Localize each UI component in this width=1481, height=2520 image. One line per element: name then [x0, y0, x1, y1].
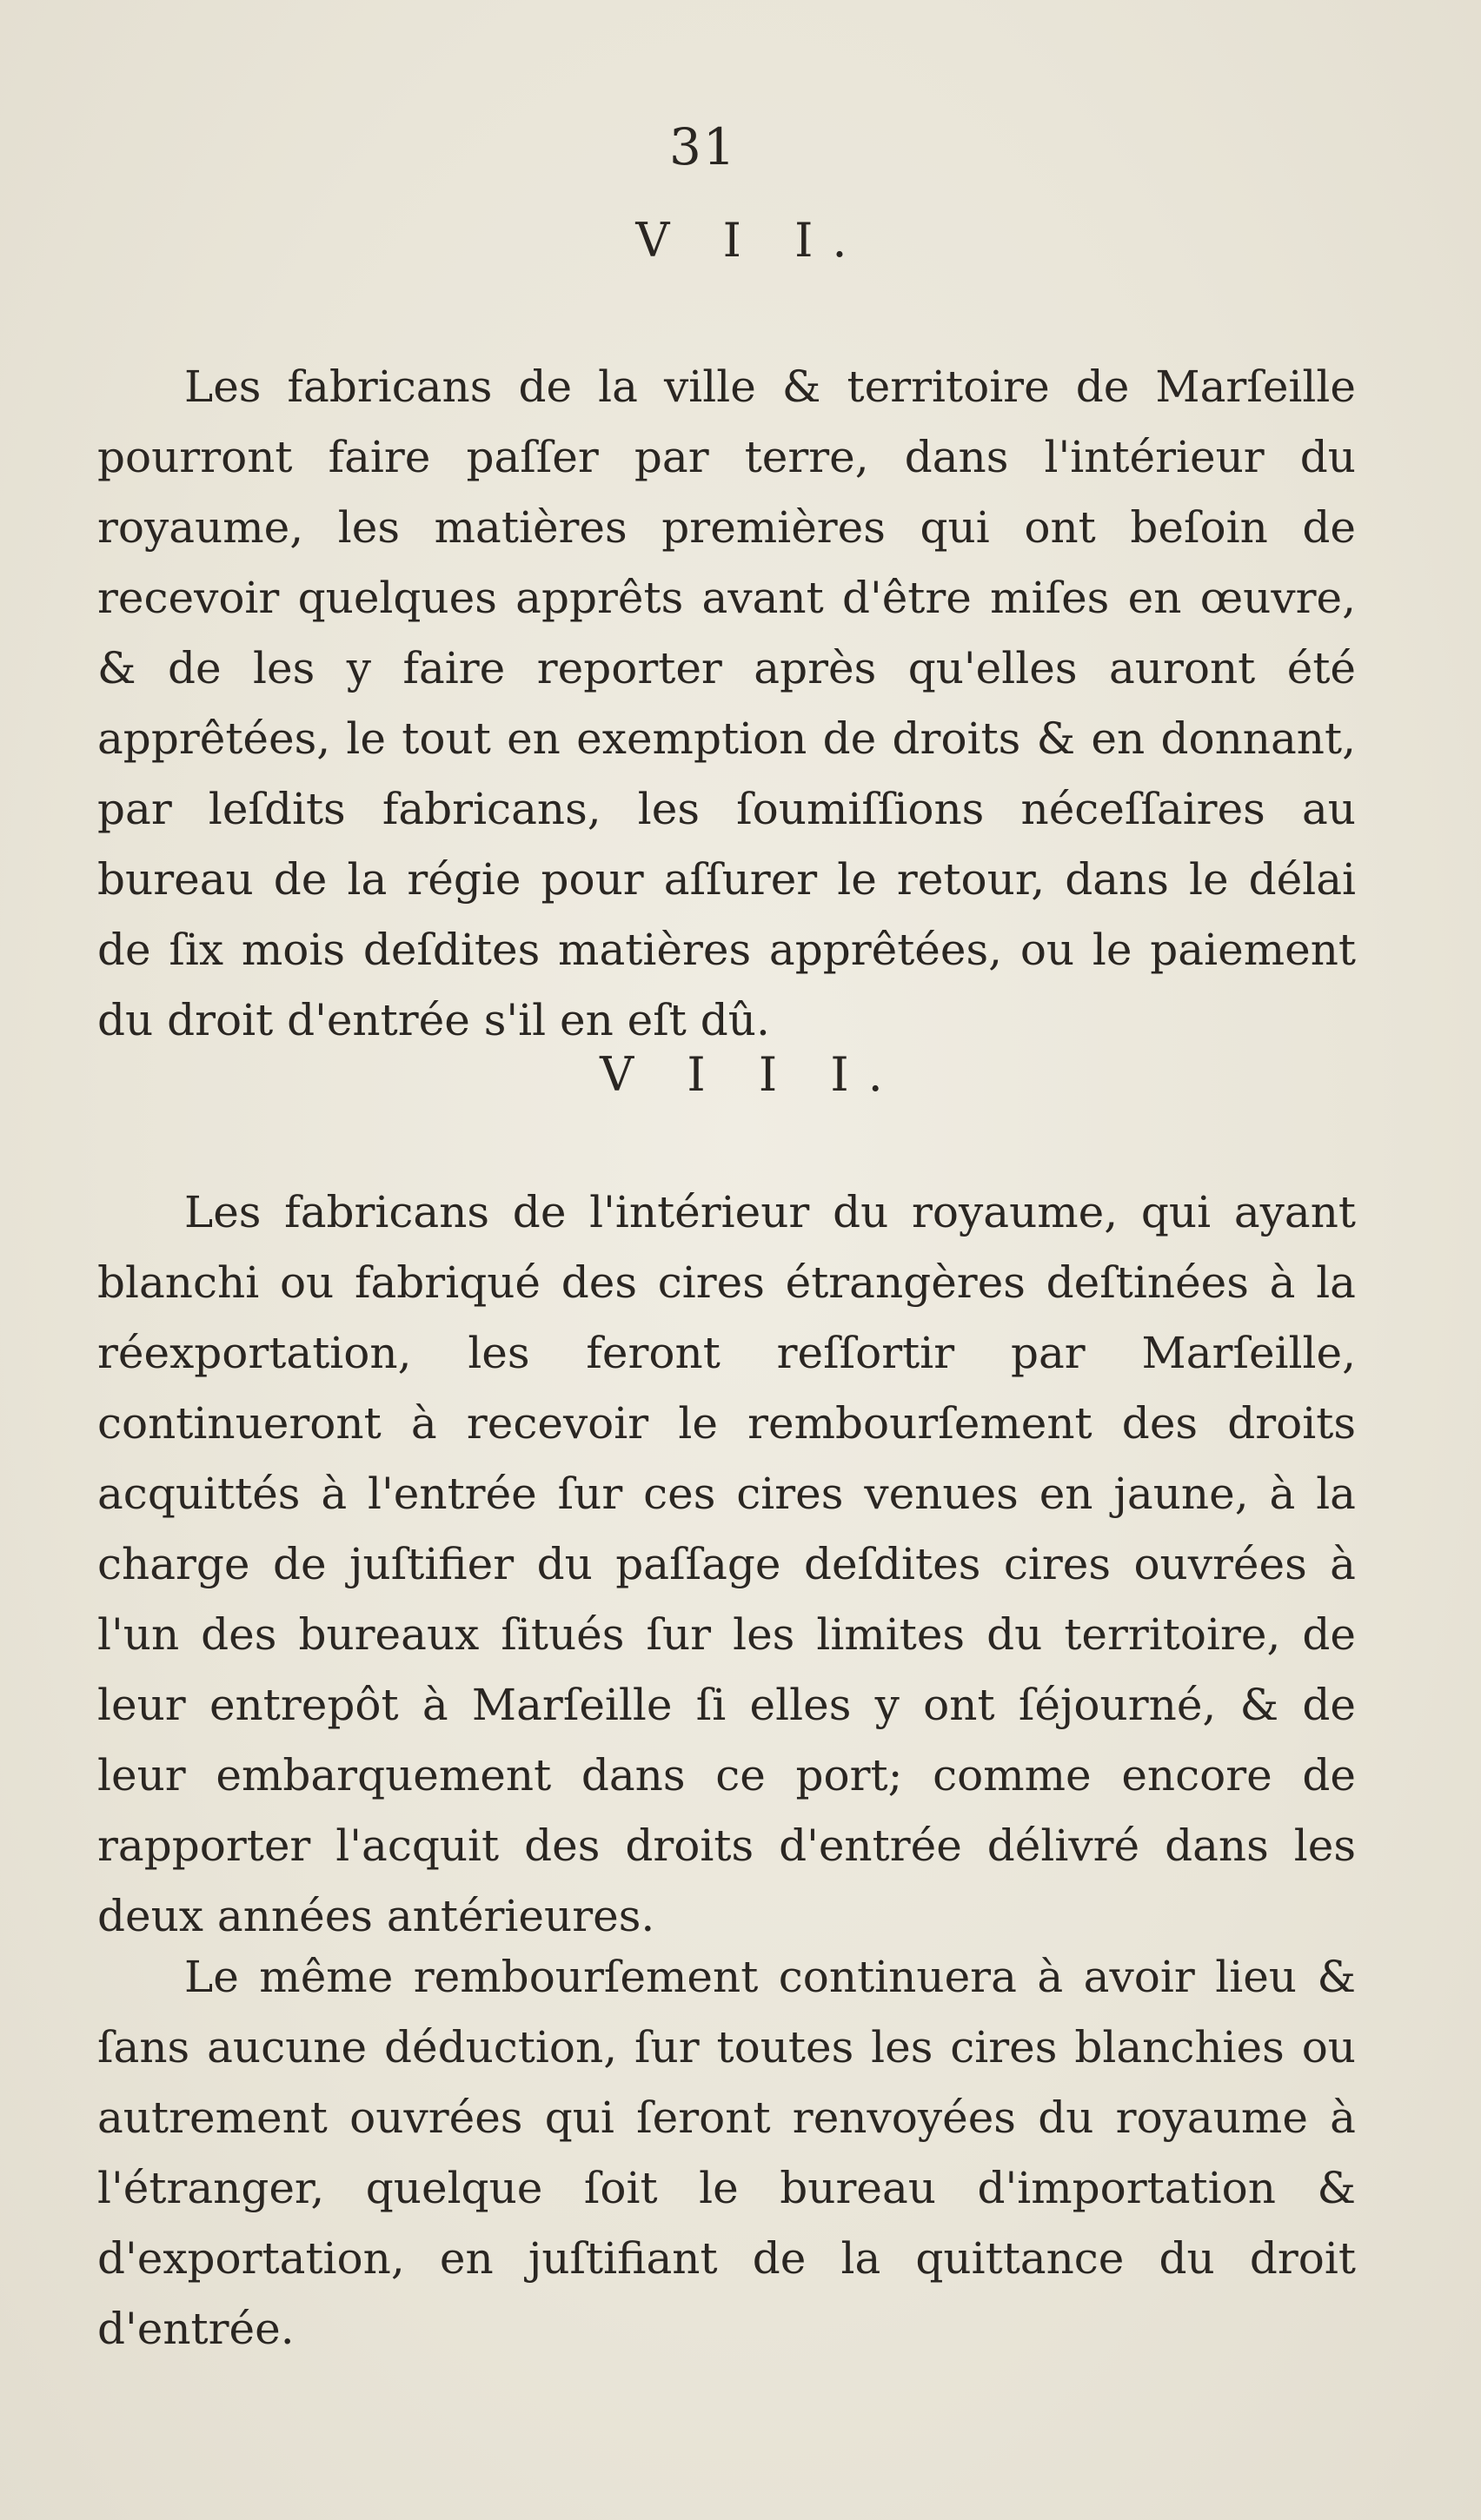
- article-heading-viii: V I I I.: [600, 1047, 902, 1102]
- article-heading-vii: V I I.: [635, 213, 867, 268]
- article-viii-paragraph-2: Le même rembourſement continuera à avoir lieu & ſans aucune déduction, ſur toutes les cires blanchies ou autrement ouvrées qui ſeront renvoyées du royaume à l'étranger, quelque ſoit le bureau d'importation & d'exportation, en juſtifiant de la quittance du droit d'entrée.: [97, 1952, 1356, 2354]
- article-vii-paragraph: Les fabricans de la ville & territoire de Marſeille pourront faire paſſer par terre, dans l'intérieur du royaume, les matières premières qui ont beſoin de recevoir quelques apprêts avant d'être miſes en œuvre, & de les y faire reporter après qu'elles auront été apprêtées, le tout en exemption de droits & en donnant, par leſdits fabricans, les ſoumiſſions néceſſaires au bureau de la régie pour aſſurer le retour, dans le délai de ſix mois deſdites matières apprêtées, ou le paiement du droit d'entrée s'il en eſt dû.: [97, 361, 1356, 1045]
- article-viii-paragraph-1: Les fabricans de l'intérieur du royaume, qui ayant blanchi ou fabriqué des cires étrangères deſtinées à la réexportation, les feront reſſortir par Marſeille, continueront à recevoir le rembourſement des droits acquittés à l'entrée ſur ces cires venues en jaune, à la charge de juſtifier du paſſage deſdites cires ouvrées à l'un des bureaux ſitués ſur les limites du territoire, de leur entrepôt à Marſeille ſi elles y ont ſéjourné, & de leur embarquement dans ce port; comme encore de rapporter l'acquit des droits d'entrée délivré dans les deux années antérieures.: [97, 1187, 1356, 1941]
- page-number: 31: [669, 117, 737, 176]
